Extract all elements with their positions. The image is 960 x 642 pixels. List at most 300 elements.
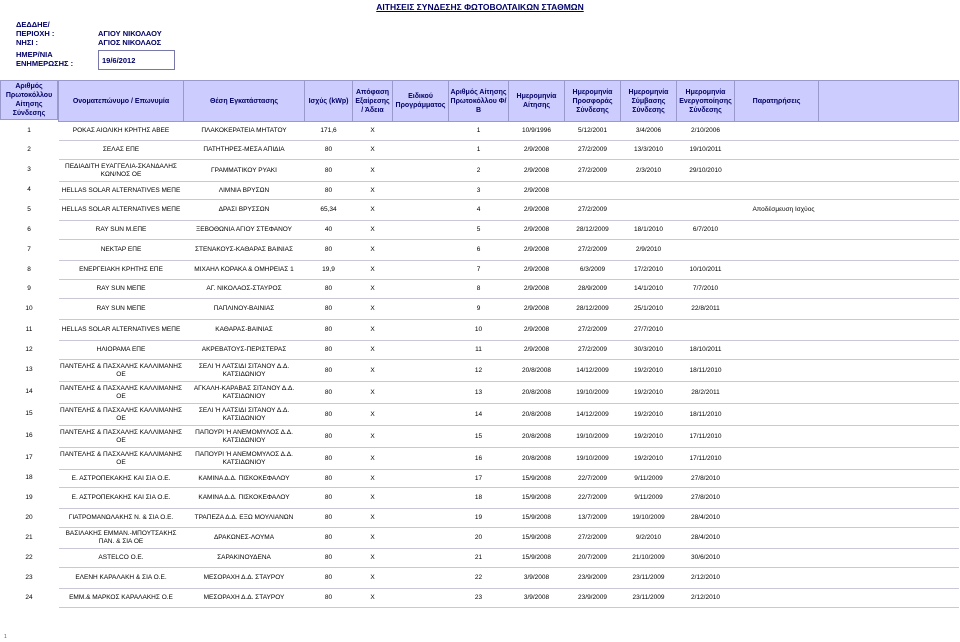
table-row (59, 549, 959, 568)
cell-fv: 16 (449, 448, 509, 470)
cell-d4: 28/2/2011 (677, 382, 735, 404)
cell-spacer (819, 182, 959, 200)
cell-kw: 80 (305, 360, 353, 382)
cell-kw: 80 (305, 320, 353, 341)
cell-loc: ΚΑΜΙΝΑ Δ.Δ. ΠΙΣΚΟΚΕΦΑΛΟΥ (184, 470, 305, 488)
cell-sp (393, 221, 449, 240)
cell-d2: 20/7/2009 (565, 549, 621, 568)
cell-fv: 8 (449, 280, 509, 299)
cell-name: Ε. ΑΣΤΡΟΠΕΚΑΚΗΣ ΚΑΙ ΣΙΑ Ο.Ε. (59, 470, 184, 488)
cell-sp (393, 160, 449, 182)
cell-d2: 13/7/2009 (565, 509, 621, 528)
cell-loc: ΣΑΡΑΚΙΝΟΥΔΕΝΑ (184, 549, 305, 568)
cell-d4 (677, 240, 735, 261)
cell-loc: ΜΕΣΟΡΑΧΗ Δ.Δ. ΣΤΑΥΡΟΥ (184, 568, 305, 589)
cell-d4: 27/8/2010 (677, 470, 735, 488)
cell-ex: X (353, 488, 393, 509)
cell-d3: 18/1/2010 (621, 221, 677, 240)
cell-ex: X (353, 141, 393, 160)
cell-d1: 2/9/2008 (509, 280, 565, 299)
row-number: 8 (27, 266, 31, 273)
cell-obs (735, 240, 819, 261)
cell-kw: 80 (305, 488, 353, 509)
cell-sp (393, 404, 449, 426)
cell-d4: 2/10/2006 (677, 122, 735, 141)
cell-loc: ΔΡΑΣΙ ΒΡΥΣΣΩΝ (184, 200, 305, 221)
table-row (59, 509, 959, 528)
cell-d4: 28/4/2010 (677, 528, 735, 549)
cell-obs (735, 360, 819, 382)
cell-d1: 2/9/2008 (509, 299, 565, 320)
cell-d3: 23/11/2009 (621, 568, 677, 589)
cell-d2: 27/2/2009 (565, 240, 621, 261)
cell-name: ΠΑΝΤΕΛΗΣ & ΠΑΣΧΑΛΗΣ ΚΑΛΛΙΜΑΝΗΣ ΟΕ (59, 404, 184, 426)
cell-d1: 2/9/2008 (509, 141, 565, 160)
cell-d3: 19/2/2010 (621, 448, 677, 470)
island-label: ΝΗΣΙ : (16, 38, 38, 47)
cell-sp (393, 568, 449, 589)
cell-d2: 23/9/2009 (565, 568, 621, 589)
cell-fv: 22 (449, 568, 509, 589)
header-remarks: Παρατηρήσεις (735, 81, 819, 122)
row-number: 1 (27, 127, 31, 134)
cell-kw: 80 (305, 240, 353, 261)
cell-obs (735, 341, 819, 360)
cell-d1: 2/9/2008 (509, 261, 565, 280)
cell-d1: 15/9/2008 (509, 549, 565, 568)
cell-obs (735, 404, 819, 426)
row-number: 20 (25, 514, 33, 521)
cell-kw: 80 (305, 568, 353, 589)
cell-d1: 20/8/2008 (509, 404, 565, 426)
cell-fv: 10 (449, 320, 509, 341)
cell-fv: 13 (449, 382, 509, 404)
cell-d3: 19/2/2010 (621, 404, 677, 426)
header-protocol-number: Αριθμός Πρωτοκόλλου Αίτησης Σύνδεσης (0, 80, 58, 120)
cell-fv: 19 (449, 509, 509, 528)
cell-d1: 10/9/1996 (509, 122, 565, 141)
cell-d3 (621, 182, 677, 200)
cell-name: ΠΑΝΤΕΛΗΣ & ΠΑΣΧΑΛΗΣ ΚΑΛΛΙΜΑΝΗΣ ΟΕ (59, 360, 184, 382)
cell-loc: ΠΑΠΟΥΡΙ Ή ΑΝΕΜΟΜΥΛΟΣ Δ.Δ. ΚΑΤΣΙΔΩΝΙΟΥ (184, 448, 305, 470)
row-number: 18 (25, 474, 33, 481)
cell-kw: 80 (305, 404, 353, 426)
cell-spacer (819, 280, 959, 299)
cell-d4 (677, 320, 735, 341)
cell-spacer (819, 426, 959, 448)
cell-d2: 27/2/2009 (565, 320, 621, 341)
cell-spacer (819, 382, 959, 404)
cell-spacer (819, 448, 959, 470)
dept-label: ΔΕΔΔΗΕ/ (16, 20, 50, 29)
cell-d4: 27/8/2010 (677, 488, 735, 509)
cell-name: ΠΕΔΙΑΔΙΤΗ ΕΥΑΓΓΕΛΙΑ-ΣΚΑΝΔΑΛΗΣ ΚΩΝ/ΝΟΣ ΟΕ (59, 160, 184, 182)
cell-spacer (819, 200, 959, 221)
row-number: 11 (25, 326, 33, 333)
cell-d1: 2/9/2008 (509, 200, 565, 221)
table-header-row (59, 81, 959, 122)
cell-obs (735, 122, 819, 141)
row-number: 24 (25, 594, 33, 601)
cell-d4: 22/8/2011 (677, 299, 735, 320)
header-location: Θέση Εγκατάστασης (184, 81, 305, 122)
cell-d1: 15/9/2008 (509, 509, 565, 528)
cell-spacer (819, 221, 959, 240)
cell-ex: X (353, 160, 393, 182)
cell-ex: X (353, 382, 393, 404)
cell-loc: ΤΡΑΠΕΖΑ Δ.Δ. ΕΞΩ ΜΟΥΛΙΑΝΩΝ (184, 509, 305, 528)
row-number: 10 (25, 305, 33, 312)
cell-name: HELLAS SOLAR ALTERNATIVES ΜΕΠΕ (59, 200, 184, 221)
cell-fv: 23 (449, 589, 509, 608)
region-value: ΑΓΙΟΥ ΝΙΚΟΛΑΟΥ (98, 29, 162, 38)
cell-obs (735, 280, 819, 299)
cell-loc: ΠΑΠΟΥΡΙ Ή ΑΝΕΜΟΜΥΛΟΣ Δ.Δ. ΚΑΤΣΙΔΩΝΙΟΥ (184, 426, 305, 448)
cell-loc: ΚΑΜΙΝΑ Δ.Δ. ΠΙΣΚΟΚΕΦΑΛΟΥ (184, 488, 305, 509)
cell-d3: 19/2/2010 (621, 360, 677, 382)
cell-loc: ΣΤΕΝΑΚΟΥΣ-ΚΑΘΑΡΑΣ ΒΑΙΝΙΑΣ (184, 240, 305, 261)
cell-ex: X (353, 404, 393, 426)
cell-kw: 80 (305, 470, 353, 488)
cell-d4: 28/4/2010 (677, 509, 735, 528)
update-date-label: ΗΜΕΡ/ΝΙΑ ΕΝΗΜΕΡΩΣΗΣ : (16, 50, 74, 68)
cell-d2: 27/2/2009 (565, 341, 621, 360)
row-number: 7 (27, 246, 31, 253)
cell-d4: 2/12/2010 (677, 568, 735, 589)
cell-d1: 20/8/2008 (509, 448, 565, 470)
cell-name: ΣΕΛΑΣ ΕΠΕ (59, 141, 184, 160)
cell-sp (393, 299, 449, 320)
cell-ex: X (353, 360, 393, 382)
cell-fv: 17 (449, 470, 509, 488)
cell-name: ΗΛΙΟΡΑΜΑ ΕΠΕ (59, 341, 184, 360)
cell-d3: 9/11/2009 (621, 470, 677, 488)
cell-fv: 7 (449, 261, 509, 280)
header-name: Ονοματεπώνυμο / Επωνυμία (59, 81, 184, 122)
row-number: 21 (25, 534, 33, 541)
cell-loc: ΜΙΧΑΗΛ ΚΟΡΑΚΑ & ΟΜΗΡΕΙΑΣ 1 (184, 261, 305, 280)
table-row (59, 261, 959, 280)
cell-d1: 2/9/2008 (509, 341, 565, 360)
cell-ex: X (353, 426, 393, 448)
row-number: 19 (25, 494, 33, 501)
cell-ex: X (353, 240, 393, 261)
cell-name: ASTELCO O.E. (59, 549, 184, 568)
cell-fv: 3 (449, 182, 509, 200)
cell-d2: 5/12/2001 (565, 122, 621, 141)
table-row (59, 200, 959, 221)
cell-d4: 18/11/2010 (677, 360, 735, 382)
cell-obs: Αποδέσμευση Ισχύος (735, 200, 819, 221)
cell-sp (393, 261, 449, 280)
cell-fv: 9 (449, 299, 509, 320)
cell-spacer (819, 404, 959, 426)
update-date-row (0, 50, 175, 70)
cell-spacer (819, 509, 959, 528)
cell-d3 (621, 200, 677, 221)
cell-obs (735, 382, 819, 404)
cell-d2 (565, 182, 621, 200)
cell-spacer (819, 549, 959, 568)
table-row (59, 141, 959, 160)
cell-ex: X (353, 341, 393, 360)
cell-d2: 22/7/2009 (565, 488, 621, 509)
cell-d2: 27/2/2009 (565, 160, 621, 182)
cell-name: RAY SUN Μ.ΕΠΕ (59, 221, 184, 240)
cell-fv: 14 (449, 404, 509, 426)
cell-kw: 80 (305, 589, 353, 608)
cell-fv: 1 (449, 141, 509, 160)
cell-name: ΕΜΜ.& ΜΑΡΚΟΣ ΚΑΡΑΛΑΚΗΣ Ο.Ε (59, 589, 184, 608)
cell-loc: ΑΓΚΑΛΗ-ΚΑΡΑΒΑΣ ΣΙΤΑΝΟΥ Δ.Δ. ΚΑΤΣΙΔΩΝΙΟΥ (184, 382, 305, 404)
cell-fv: 15 (449, 426, 509, 448)
table-row (59, 240, 959, 261)
cell-sp (393, 200, 449, 221)
cell-d2: 23/9/2009 (565, 589, 621, 608)
meta-block (0, 20, 170, 47)
cell-ex: X (353, 549, 393, 568)
cell-sp (393, 341, 449, 360)
cell-name: RAY SUN ΜΕΠΕ (59, 299, 184, 320)
table-row (59, 299, 959, 320)
cell-d3: 25/1/2010 (621, 299, 677, 320)
cell-kw: 80 (305, 528, 353, 549)
cell-sp (393, 122, 449, 141)
cell-obs (735, 509, 819, 528)
cell-d4: 17/11/2010 (677, 426, 735, 448)
cell-d2: 28/9/2009 (565, 280, 621, 299)
cell-d1: 2/9/2008 (509, 182, 565, 200)
row-number: 2 (27, 146, 31, 153)
cell-kw: 19,9 (305, 261, 353, 280)
cell-d3: 2/9/2010 (621, 240, 677, 261)
cell-d3: 27/7/2010 (621, 320, 677, 341)
cell-d1: 2/9/2008 (509, 320, 565, 341)
row-number: 14 (25, 388, 33, 395)
page-title: ΑΙΤΗΣΕΙΣ ΣΥΝΔΕΣΗΣ ΦΩΤΟΒΟΛΤΑΙΚΩΝ ΣΤΑΘΜΩΝ (376, 2, 584, 12)
cell-name: ΠΑΝΤΕΛΗΣ & ΠΑΣΧΑΛΗΣ ΚΑΛΛΙΜΑΝΗΣ ΟΕ (59, 382, 184, 404)
cell-spacer (819, 470, 959, 488)
cell-spacer (819, 141, 959, 160)
cell-d3: 9/11/2009 (621, 488, 677, 509)
cell-loc: ΔΡΑΚΩΝΕΣ-ΛΟΥΜΑ (184, 528, 305, 549)
cell-sp (393, 382, 449, 404)
cell-loc: ΣΕΛΙ Ή ΛΑΤΣΙΔΙ ΣΙΤΑΝΟΥ Δ.Δ. ΚΑΤΣΙΔΩΝΙΟΥ (184, 404, 305, 426)
cell-d4: 17/11/2010 (677, 448, 735, 470)
cell-d1: 3/9/2008 (509, 568, 565, 589)
cell-sp (393, 448, 449, 470)
cell-kw: 40 (305, 221, 353, 240)
cell-name: ΝΕΚΤΑΡ ΕΠΕ (59, 240, 184, 261)
cell-d2: 14/12/2009 (565, 404, 621, 426)
header-power: Ισχύς (kWp) (305, 81, 353, 122)
cell-loc: ΚΑΘΑΡΑΣ-ΒΑΙΝΙΑΣ (184, 320, 305, 341)
cell-name: ΓΙΑΤΡΟΜΑΝΩΛΑΚΗΣ Ν. & ΣΙΑ Ο.Ε. (59, 509, 184, 528)
cell-loc: ΛΙΜΝΙΑ ΒΡΥΣΩΝ (184, 182, 305, 200)
cell-kw: 80 (305, 299, 353, 320)
table-row (59, 404, 959, 426)
cell-d2: 19/10/2009 (565, 426, 621, 448)
cell-ex: X (353, 528, 393, 549)
cell-d4: 19/10/2011 (677, 141, 735, 160)
cell-ex: X (353, 200, 393, 221)
cell-loc: ΣΕΛΙ Ή ΛΑΤΣΙΔΙ ΣΙΤΑΝΟΥ Δ.Δ. ΚΑΤΣΙΔΩΝΙΟΥ (184, 360, 305, 382)
cell-sp (393, 488, 449, 509)
cell-name: ΡΟΚΑΣ ΑΙΟΛΙΚΗ ΚΡΗΤΗΣ ΑΒΕΕ (59, 122, 184, 141)
cell-d2: 28/12/2009 (565, 299, 621, 320)
cell-ex: X (353, 589, 393, 608)
header-spacer (819, 81, 959, 122)
cell-d2: 27/2/2009 (565, 528, 621, 549)
cell-loc: ΠΑΤΗΤΗΡΕΣ-ΜΕΣΑ ΑΠΙΔΙΑ (184, 141, 305, 160)
row-number: 9 (27, 285, 31, 292)
footer-mark: 1 (4, 634, 7, 640)
cell-ex: X (353, 509, 393, 528)
cell-kw: 80 (305, 280, 353, 299)
cell-d1: 20/8/2008 (509, 426, 565, 448)
cell-obs (735, 470, 819, 488)
cell-ex: X (353, 448, 393, 470)
cell-d1: 20/8/2008 (509, 382, 565, 404)
row-number: 3 (27, 166, 31, 173)
cell-spacer (819, 261, 959, 280)
cell-d4: 29/10/2010 (677, 160, 735, 182)
cell-obs (735, 261, 819, 280)
cell-loc: ΑΚΡΕΒΑΤΟΥΣ-ΠΕΡΙΣΤΕΡΑΣ (184, 341, 305, 360)
cell-sp (393, 141, 449, 160)
cell-ex: X (353, 470, 393, 488)
row-number: 5 (27, 206, 31, 213)
table-row (59, 568, 959, 589)
cell-fv: 6 (449, 240, 509, 261)
cell-obs (735, 141, 819, 160)
table-row (59, 122, 959, 141)
cell-d3: 23/11/2009 (621, 589, 677, 608)
header-exemption: Απόφαση Εξαίρεσης / Άδεια (353, 81, 393, 122)
cell-name: RAY SUN ΜΕΠΕ (59, 280, 184, 299)
cell-kw: 80 (305, 549, 353, 568)
cell-sp (393, 509, 449, 528)
cell-obs (735, 488, 819, 509)
cell-spacer (819, 299, 959, 320)
cell-spacer (819, 320, 959, 341)
cell-d3: 19/2/2010 (621, 382, 677, 404)
cell-ex: X (353, 182, 393, 200)
cell-name: ΒΑΣΙΛΑΚΗΣ ΕΜΜΑΝ.-ΜΠΟΥΤΣΑΚΗΣ ΠΑΝ. & ΣΙΑ ΟΕ (59, 528, 184, 549)
cell-loc: ΞΕΒΟΘΩΝΙΑ ΑΓΙΟΥ ΣΤΕΦΑΝΟΥ (184, 221, 305, 240)
cell-d2: 22/7/2009 (565, 470, 621, 488)
cell-sp (393, 360, 449, 382)
cell-d4 (677, 200, 735, 221)
cell-sp (393, 528, 449, 549)
island-value: ΑΓΙΟΣ ΝΙΚΟΛΑΟΣ (98, 38, 162, 47)
cell-kw: 65,34 (305, 200, 353, 221)
cell-obs (735, 448, 819, 470)
cell-kw: 80 (305, 448, 353, 470)
cell-name: Ε. ΑΣΤΡΟΠΕΚΑΚΗΣ ΚΑΙ ΣΙΑ Ο.Ε. (59, 488, 184, 509)
row-number: 15 (25, 410, 33, 417)
cell-obs (735, 528, 819, 549)
cell-d2: 14/12/2009 (565, 360, 621, 382)
header-pv-number: Αριθμός Αίτησης Πρωτοκόλλου Φ/Β (449, 81, 509, 122)
update-date-value: 19/6/2012 (98, 50, 175, 70)
cell-fv: 20 (449, 528, 509, 549)
row-number: 4 (27, 186, 31, 193)
cell-sp (393, 320, 449, 341)
header-offer-date: Ημερομηνία Προσφοράς Σύνδεσης (565, 81, 621, 122)
cell-fv: 4 (449, 200, 509, 221)
cell-d1: 15/9/2008 (509, 528, 565, 549)
cell-ex: X (353, 280, 393, 299)
table-row (59, 341, 959, 360)
cell-d3: 2/3/2010 (621, 160, 677, 182)
table-row (59, 280, 959, 299)
cell-d3: 3/4/2006 (621, 122, 677, 141)
cell-obs (735, 160, 819, 182)
cell-name: ΕΝΕΡΓΕΙΑΚΗ ΚΡΗΤΗΣ ΕΠΕ (59, 261, 184, 280)
header-contract-date: Ημερομηνία Σύμβασης Σύνδεσης (621, 81, 677, 122)
cell-d1: 2/9/2008 (509, 221, 565, 240)
cell-ex: X (353, 261, 393, 280)
cell-spacer (819, 122, 959, 141)
cell-kw: 171,6 (305, 122, 353, 141)
cell-d3: 19/2/2010 (621, 426, 677, 448)
cell-kw: 80 (305, 141, 353, 160)
cell-obs (735, 589, 819, 608)
cell-sp (393, 426, 449, 448)
table-row (59, 382, 959, 404)
cell-d1: 15/9/2008 (509, 488, 565, 509)
cell-fv: 11 (449, 341, 509, 360)
cell-spacer (819, 360, 959, 382)
cell-ex: X (353, 122, 393, 141)
cell-d1: 3/9/2008 (509, 589, 565, 608)
table-row (59, 470, 959, 488)
cell-d4 (677, 182, 735, 200)
cell-fv: 18 (449, 488, 509, 509)
cell-spacer (819, 589, 959, 608)
cell-obs (735, 568, 819, 589)
table-row (59, 320, 959, 341)
cell-spacer (819, 488, 959, 509)
cell-obs (735, 549, 819, 568)
cell-d4: 7/7/2010 (677, 280, 735, 299)
cell-loc: ΑΓ. ΝΙΚΟΛΑΟΣ-ΣΤΑΥΡΟΣ (184, 280, 305, 299)
cell-d1: 2/9/2008 (509, 240, 565, 261)
cell-name: ΠΑΝΤΕΛΗΣ & ΠΑΣΧΑΛΗΣ ΚΑΛΛΙΜΑΝΗΣ ΟΕ (59, 448, 184, 470)
cell-ex: X (353, 568, 393, 589)
cell-spacer (819, 341, 959, 360)
cell-fv: 1 (449, 122, 509, 141)
row-number: 12 (25, 346, 33, 353)
cell-obs (735, 221, 819, 240)
cell-d4: 10/10/2011 (677, 261, 735, 280)
cell-spacer (819, 568, 959, 589)
table-row (59, 360, 959, 382)
cell-d3: 9/2/2010 (621, 528, 677, 549)
table-row (59, 528, 959, 549)
cell-ex: X (353, 299, 393, 320)
cell-d1: 15/9/2008 (509, 470, 565, 488)
cell-d2: 6/3/2009 (565, 261, 621, 280)
row-number: 23 (25, 574, 33, 581)
header-application-date: Ημερομηνία Αίτησης (509, 81, 565, 122)
cell-spacer (819, 240, 959, 261)
header-activation-date: Ημερομηνία Ενεργοποίησης Σύνδεσης (677, 81, 735, 122)
cell-name: ΠΑΝΤΕΛΗΣ & ΠΑΣΧΑΛΗΣ ΚΑΛΛΙΜΑΝΗΣ ΟΕ (59, 426, 184, 448)
cell-d4: 18/11/2010 (677, 404, 735, 426)
table-row (59, 182, 959, 200)
